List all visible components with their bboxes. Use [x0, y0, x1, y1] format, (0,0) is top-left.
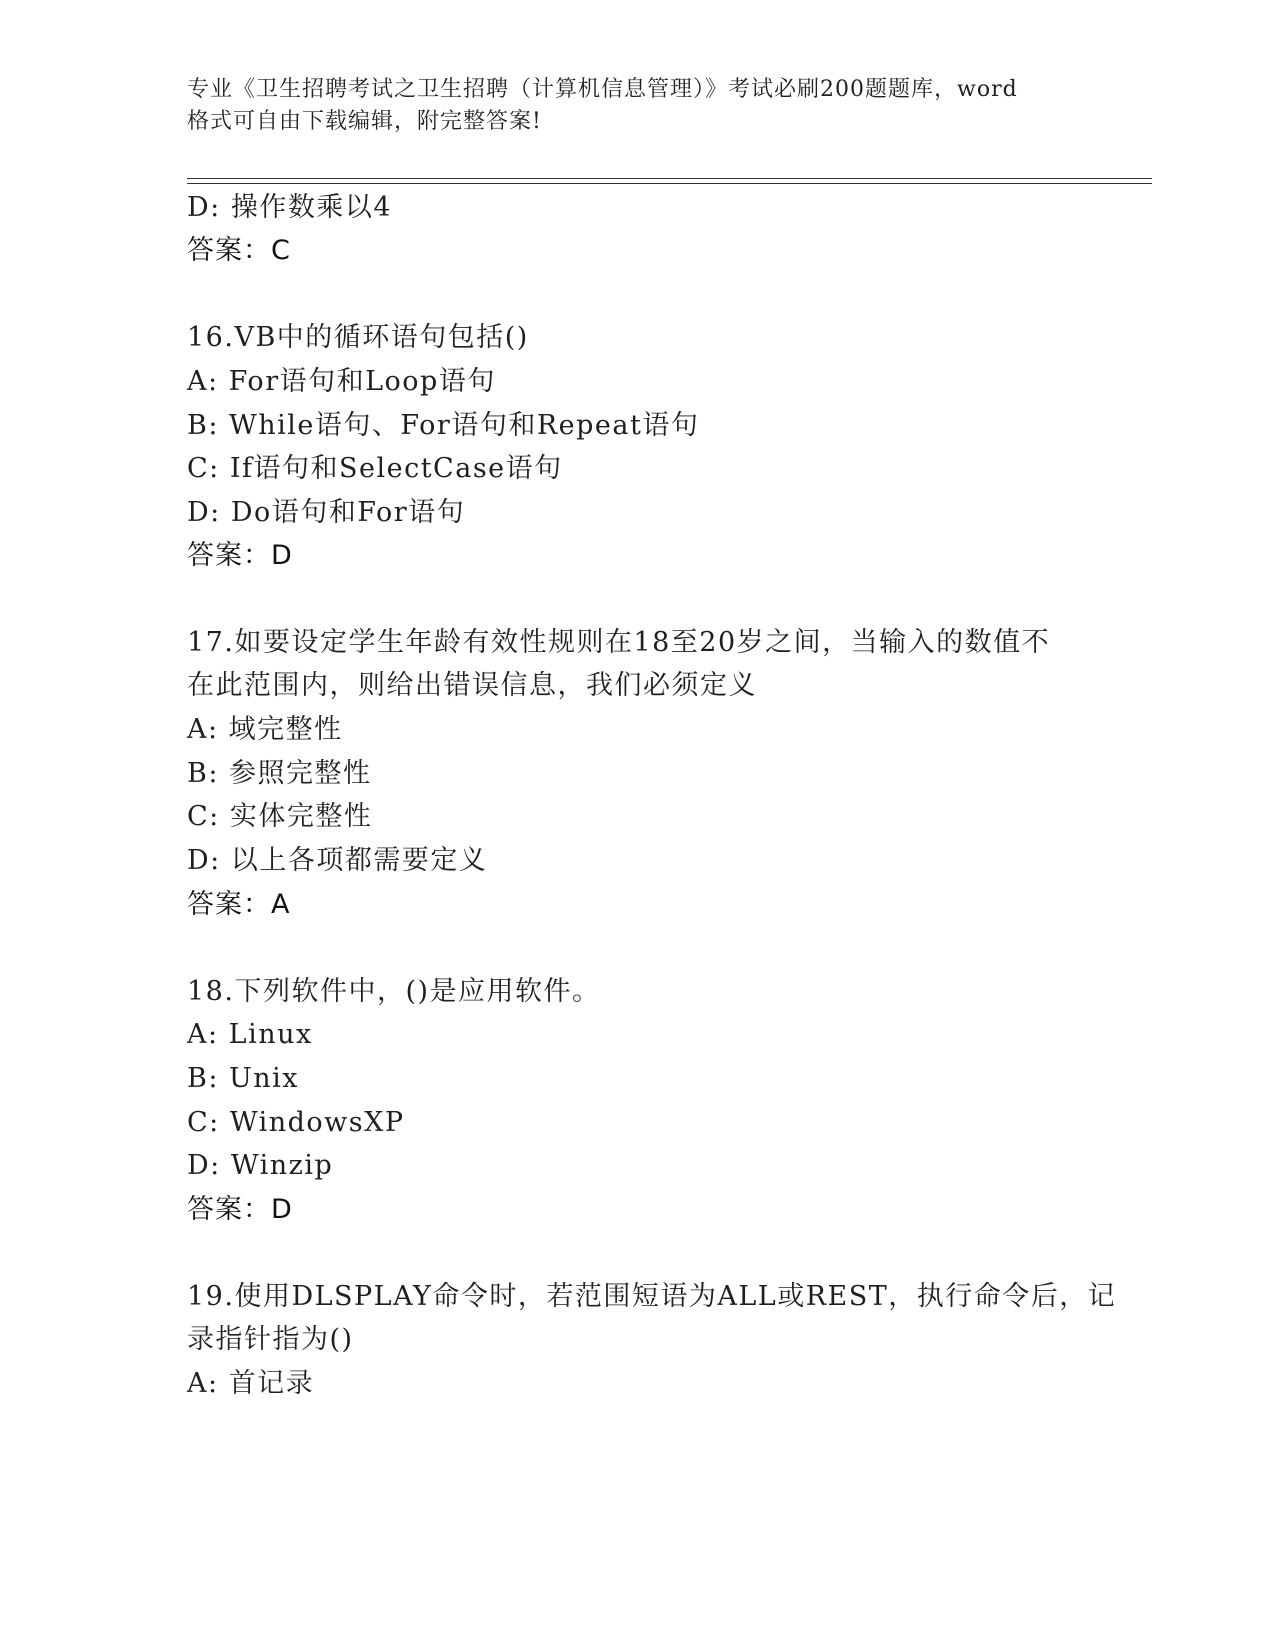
q19-option-a: A: 首记录 [187, 1368, 315, 1399]
header-line-2: 格式可自由下载编辑，附完整答案! [187, 109, 542, 134]
q17-option-b: B: 参照完整性 [187, 758, 372, 789]
q17-option-d: D: 以上各项都需要定义 [187, 845, 488, 876]
q19-stem-line-1: 19.使用DLSPLAY命令时，若范围短语为ALL或REST，执行命令后，记 [187, 1281, 1117, 1312]
prev-option-d: D: 操作数乘以4 [187, 192, 393, 223]
q16-option-a: A: For语句和Loop语句 [187, 366, 496, 397]
q18-option-d: D: Winzip [187, 1150, 334, 1181]
q18-stem: 18.下列软件中，()是应用软件。 [187, 976, 601, 1007]
q18-option-a: A: Linux [187, 1019, 313, 1050]
q17-stem-line-2: 在此范围内，则给出错误信息，我们必须定义 [187, 670, 757, 701]
q17-option-c: C: 实体完整性 [187, 801, 373, 832]
header-line-1: 专业《卫生招聘考试之卫生招聘（计算机信息管理）》考试必刷200题题库，word [187, 77, 1018, 102]
q17-answer: 答案：A [187, 889, 291, 920]
q18-option-b: B: Unix [187, 1063, 300, 1094]
q16-answer: 答案：D [187, 540, 293, 571]
q16-stem: 16.VB中的循环语句包括() [187, 322, 529, 353]
header-divider-top [187, 178, 1152, 179]
q16-option-b: B: While语句、For语句和Repeat语句 [187, 410, 700, 441]
q19-stem-line-2: 录指针指为() [187, 1324, 354, 1355]
q17-option-a: A: 域完整性 [187, 714, 343, 745]
q16-option-c: C: If语句和SelectCase语句 [187, 453, 563, 484]
header-divider-bottom [187, 183, 1152, 184]
prev-answer: 答案：C [187, 235, 291, 266]
q18-option-c: C: WindowsXP [187, 1107, 405, 1138]
q18-answer: 答案：D [187, 1194, 293, 1225]
q17-stem-line-1: 17.如要设定学生年龄有效性规则在18至20岁之间，当输入的数值不 [187, 627, 1051, 658]
document-header [187, 74, 1087, 138]
q16-option-d: D: Do语句和For语句 [187, 497, 466, 528]
